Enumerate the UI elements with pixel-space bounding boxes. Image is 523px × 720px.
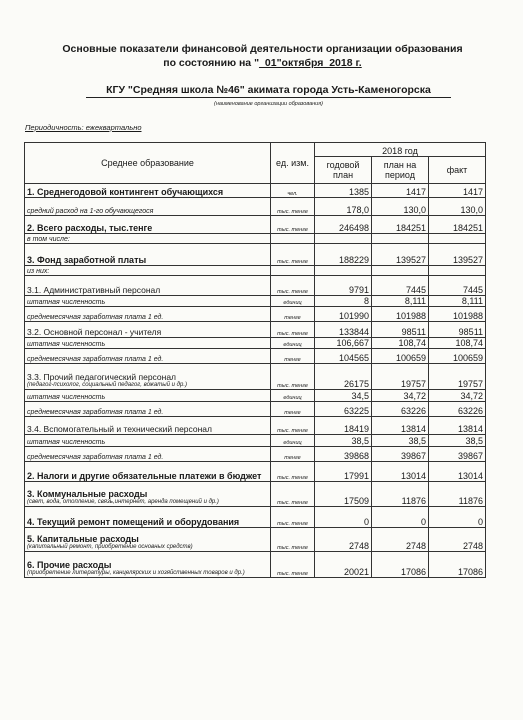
row-fact: 0 [429,507,486,528]
row-plan-period: 17086 [372,552,429,578]
row-plan-year: 133844 [315,322,372,338]
row-fact: 2748 [429,528,486,552]
row-label-text: штатная численность [27,394,106,401]
table-row [25,338,486,349]
title-line-2 [40,56,485,70]
row-fact: 101988 [429,307,486,322]
row-label [25,276,271,296]
row-fact: 108,74 [429,338,486,349]
table-row [25,482,486,507]
row-unit: тыс. тенге [271,198,315,216]
row-plan-year: 9791 [315,276,372,296]
row-plan-period: 130,0 [372,198,429,216]
title-date: _01"октября_2018 г. [259,57,362,69]
row-fact: 19757 [429,364,486,390]
row-unit: тыс. тенге [271,322,315,338]
row-plan-period: 8,111 [372,296,429,307]
row-unit: тыс. тенге [271,364,315,390]
row-unit: единиц [271,390,315,402]
row-unit [271,234,315,244]
row-fact: 38,5 [429,435,486,447]
table-row [25,216,486,234]
row-unit: тыс. тенге [271,244,315,266]
row-fact: 13014 [429,462,486,482]
row-unit: тенге [271,402,315,417]
row-plan-year: 38,5 [315,435,372,447]
table-row [25,528,486,552]
row-fact: 63226 [429,402,486,417]
row-fact: 13814 [429,417,486,435]
row-unit: тыс. тенге [271,276,315,296]
row-fact: 34,72 [429,390,486,402]
table-row [25,417,486,435]
table-row [25,402,486,417]
row-plan-period: 11876 [372,482,429,507]
row-label [25,528,271,552]
row-unit: единиц [271,435,315,447]
row-fact: 130,0 [429,198,486,216]
organization-note: (наименование организации образования) [214,101,323,107]
row-label-text: в том числе: [27,236,70,243]
table-row [25,296,486,307]
row-fact: 7445 [429,276,486,296]
row-plan-period: 19757 [372,364,429,390]
row-unit: тенге [271,447,315,462]
table-row [25,198,486,216]
table-row [25,349,486,364]
row-label-text: 2. Налоги и другие обязательные платежи в бюджет [27,471,262,481]
table-row [25,184,486,198]
row-unit: тыс. тенге [271,482,315,507]
row-plan-year: 39868 [315,447,372,462]
row-unit: тыс. тенге [271,552,315,578]
row-plan-period: 108,74 [372,338,429,349]
table-row [25,234,486,244]
row-plan-period: 63226 [372,402,429,417]
row-unit: тыс. тенге [271,528,315,552]
row-plan-period: 38,5 [372,435,429,447]
row-label-text: 1. Среднегодовой контингент обучающихся [27,187,224,197]
col-header-plan-year: годовой план [315,157,372,184]
row-unit: единиц [271,296,315,307]
row-plan-year: 178,0 [315,198,372,216]
row-label-text: среднемесячная заработная плата 1 ед. [27,356,164,363]
row-plan-year: 246498 [315,216,372,234]
row-label [25,364,271,390]
row-label-text: 3.2. Основной персонал - учителя [27,327,162,337]
row-label-text: 3. Коммунальные расходы [27,489,148,499]
row-label [25,338,271,349]
table-row [25,364,486,390]
financial-table [24,142,486,578]
row-plan-year: 26175 [315,364,372,390]
col-header-name: Среднее образование [25,143,271,184]
row-plan-period: 13814 [372,417,429,435]
row-label [25,507,271,528]
row-fact: 98511 [429,322,486,338]
table-row [25,266,486,276]
row-label-note: (приобретение литературы, канцелярских и хозяйственных товаров и др.) [27,570,245,576]
row-label-text: 6. Прочие расходы [27,560,112,570]
table-row [25,462,486,482]
row-label-text: штатная численность [27,299,106,306]
row-plan-year: 17991 [315,462,372,482]
row-plan-period: 139527 [372,244,429,266]
row-plan-period: 184251 [372,216,429,234]
row-unit: тыс. тенге [271,462,315,482]
row-label-text: 3.3. Прочий педагогический персонал [27,372,177,382]
row-label [25,216,271,234]
row-label [25,349,271,364]
row-label [25,184,271,198]
row-label [25,447,271,462]
row-plan-year [315,266,372,276]
row-plan-period: 101988 [372,307,429,322]
row-plan-year: 101990 [315,307,372,322]
row-unit: тыс. тенге [271,216,315,234]
row-plan-year: 188229 [315,244,372,266]
table-row [25,322,486,338]
row-fact: 39867 [429,447,486,462]
row-label [25,435,271,447]
row-label [25,417,271,435]
row-fact: 139527 [429,244,486,266]
row-plan-period [372,266,429,276]
row-label-text: 2. Всего расходы, тыс.тенге [27,223,153,233]
row-plan-year: 8 [315,296,372,307]
row-plan-period: 100659 [372,349,429,364]
row-unit: единиц [271,338,315,349]
row-unit [271,266,315,276]
row-label [25,322,271,338]
row-plan-year: 1385 [315,184,372,198]
row-plan-year: 63225 [315,402,372,417]
table-row [25,447,486,462]
row-label-text: 3.4. Вспомогательный и технический персонал [27,424,212,434]
row-fact: 184251 [429,216,486,234]
table-row [25,307,486,322]
row-unit: тенге [271,349,315,364]
row-label-text: среднемесячная заработная плата 1 ед. [27,314,164,321]
row-fact [429,234,486,244]
row-label-note: (капитальный ремонт, приобретение основных средств) [27,544,193,550]
row-fact: 11876 [429,482,486,507]
row-label [25,234,271,244]
table-row [25,552,486,578]
col-header-year: 2018 год [315,143,486,157]
table-body [25,184,486,578]
row-unit: тенге [271,307,315,322]
row-fact [429,266,486,276]
organization-name: КГУ "Средняя школа №46" акимата города Усть-Каменогорска [86,84,451,98]
row-label-text: 4. Текущий ремонт помещений и оборудования [27,517,240,527]
row-label-text: 5. Капитальные расходы [27,534,139,544]
row-label [25,198,271,216]
periodicity: Периодичность: ежеквартально [25,123,142,132]
row-label-note: (свет, вода, отопление, связь,интернет, аренда помещений и др.) [27,499,219,505]
col-header-plan-period: план на период [372,157,429,184]
row-plan-period: 39867 [372,447,429,462]
row-label [25,266,271,276]
table-row [25,244,486,266]
row-label [25,552,271,578]
row-plan-period: 98511 [372,322,429,338]
title-line-1: Основные показатели финансовой деятельности организации образования [62,43,463,55]
row-plan-period: 34,72 [372,390,429,402]
row-plan-period: 0 [372,507,429,528]
row-label [25,462,271,482]
row-fact: 17086 [429,552,486,578]
row-unit: чел. [271,184,315,198]
row-plan-year: 17509 [315,482,372,507]
row-label-note: (педагог-психолог, социальный педагог, вожатый и др.) [27,382,187,388]
row-label-text: средний расход на 1-го обучающегося [27,208,154,215]
row-plan-year: 20021 [315,552,372,578]
table-row [25,435,486,447]
row-plan-period: 1417 [372,184,429,198]
row-plan-year: 104565 [315,349,372,364]
row-fact: 8,111 [429,296,486,307]
table-row [25,507,486,528]
row-plan-period: 13014 [372,462,429,482]
table-row [25,276,486,296]
col-header-unit: ед. изм. [271,143,315,184]
row-label-text: из них: [27,268,50,275]
row-label-text: 3.1. Административный персонал [27,285,161,295]
row-plan-year [315,234,372,244]
row-label-text: штатная численность [27,341,106,348]
row-label-text: штатная численность [27,439,106,446]
row-fact: 1417 [429,184,486,198]
row-label-text: 3. Фонд заработной платы [27,255,147,265]
row-plan-year: 0 [315,507,372,528]
table-row [25,390,486,402]
row-plan-year: 18419 [315,417,372,435]
row-label-text: среднемесячная заработная плата 1 ед. [27,454,164,461]
title-date-prefix: по состоянию на " [163,57,260,69]
row-unit: тыс. тенге [271,417,315,435]
col-header-fact: факт [429,157,486,184]
row-plan-period: 2748 [372,528,429,552]
row-plan-year: 2748 [315,528,372,552]
report-title [40,42,485,70]
row-fact: 100659 [429,349,486,364]
row-label-text: среднемесячная заработная плата 1 ед. [27,409,164,416]
row-label [25,482,271,507]
row-plan-year: 34,5 [315,390,372,402]
row-label [25,307,271,322]
row-unit: тыс. тенге [271,507,315,528]
row-plan-period [372,234,429,244]
row-plan-year: 106,667 [315,338,372,349]
row-label [25,402,271,417]
row-label [25,296,271,307]
row-plan-period: 7445 [372,276,429,296]
row-label [25,390,271,402]
row-label [25,244,271,266]
